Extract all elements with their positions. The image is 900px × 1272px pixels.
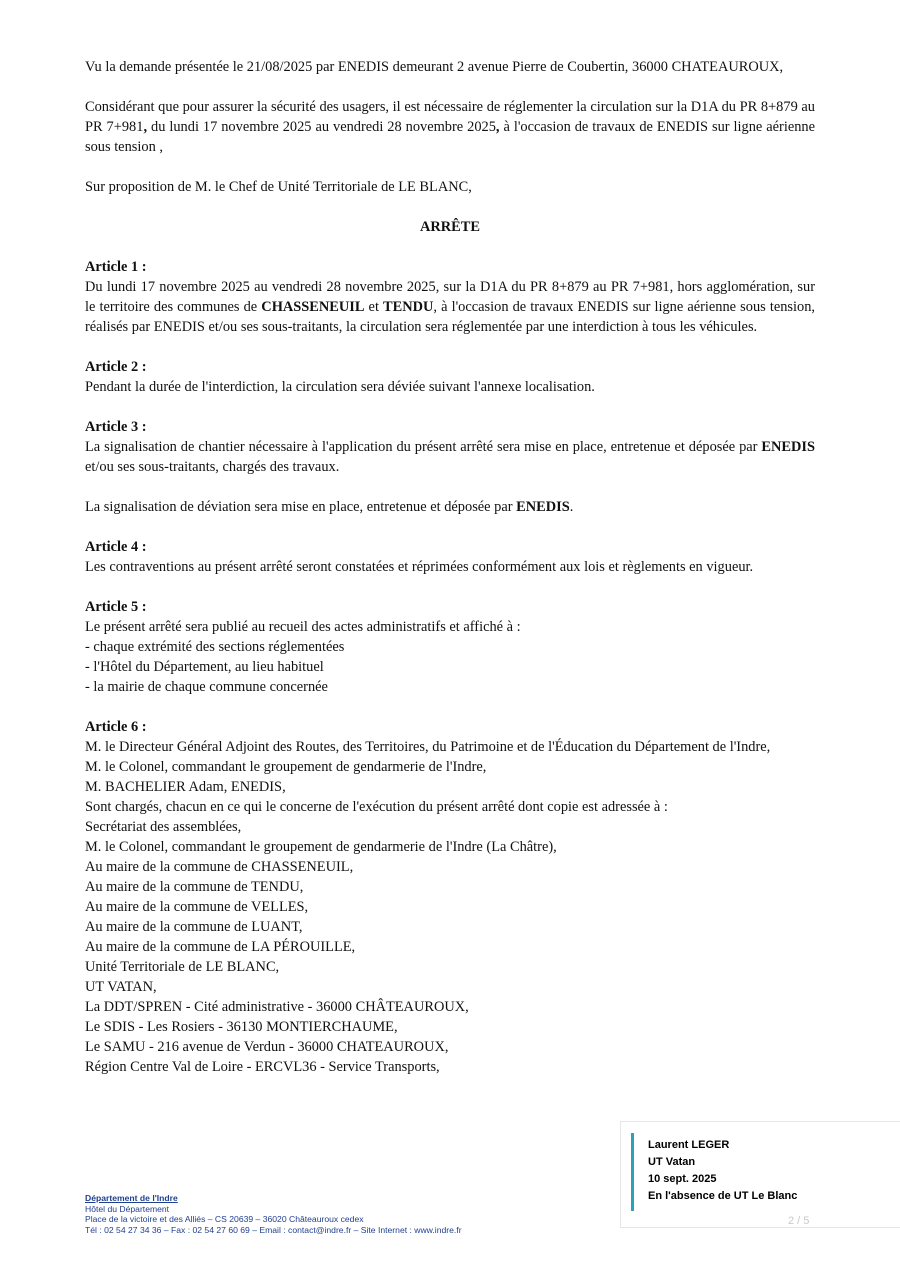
article-6-line: Au maire de la commune de CHASSENEUIL,	[85, 859, 354, 875]
signature-block	[648, 1137, 797, 1205]
footer-hotel: Hôtel du Département	[85, 1203, 170, 1214]
article-6-line: Le SAMU - 216 avenue de Verdun - 36000 CHATEAUROUX,	[85, 1039, 449, 1055]
signature-date: 10 sept. 2025	[648, 1173, 717, 1185]
article-1-title: Article 1 :	[85, 259, 147, 275]
signer-unit: UT Vatan	[648, 1156, 696, 1168]
article-3-title: Article 3 :	[85, 419, 147, 435]
article-6-line: Secrétariat des assemblées,	[85, 819, 242, 835]
enedis-bold-2: ENEDIS	[516, 499, 570, 515]
considerant-text-3: à l'occasion de travaux de ENEDIS sur ligne aérienne sous tension ,	[85, 119, 815, 155]
footer-address: Place de la victoire et des Alliés – CS 20639 – 36020 Châteauroux cedex	[85, 1214, 364, 1224]
considerant-paragraph: Considérant que pour assurer la sécurité des usagers, il est nécessaire de réglementer la circulation sur la D1A du PR 8+879 au PR 7+981, du lundi 17 novembre 2025 au vendredi 28 novembre 2025, à l'occasion de travaux de ENEDIS sur ligne aérienne sous tension ,	[85, 99, 815, 155]
article-3-text-b: et/ou ses sous-traitants, chargés des travaux.	[85, 459, 340, 475]
article-6-line: Au maire de la commune de VELLES,	[85, 899, 309, 915]
article-6-line: M. le Colonel, commandant le groupement de gendarmerie de l'Indre (La Châtre),	[85, 839, 557, 855]
article-5-line: - l'Hôtel du Département, au lieu habituel	[85, 659, 324, 675]
article-1-text-b: , à l'occasion de travaux ENEDIS sur ligne aérienne sous tension, réalisés par ENEDIS et/ou ses sous-traitants, la circulation sera réglementée par une interdiction à tous les véhicules.	[85, 299, 815, 335]
article-2-title: Article 2 :	[85, 359, 147, 375]
article-5-line: Le présent arrêté sera publié au recueil des actes administratifs et affiché à :	[85, 619, 521, 635]
commune-chasseneuil: CHASSENEUIL	[261, 299, 365, 315]
article-6-line: Région Centre Val de Loire - ERCVL36 - Service Transports,	[85, 1059, 440, 1075]
article-3-text-c: La signalisation de déviation sera mise en place, entretenue et déposée par	[85, 499, 517, 515]
article-6-line: M. le Colonel, commandant le groupement de gendarmerie de l'Indre,	[85, 759, 487, 775]
article-5-line: - chaque extrémité des sections réglementées	[85, 639, 345, 655]
article-6-line: Unité Territoriale de LE BLANC,	[85, 959, 280, 975]
article-4-text: Les contraventions au présent arrêté seront constatées et réprimées conformément aux lois et règlements en vigueur.	[85, 559, 754, 575]
considerant-text-1: Considérant que pour assurer la sécurité des usagers, il est nécessaire de réglementer la circulation sur la D1A du PR 8+879 au PR 7+981	[85, 99, 815, 135]
article-6-line: UT VATAN,	[85, 979, 157, 995]
article-1-text	[85, 277, 815, 337]
page-number: 2 / 5	[788, 1215, 810, 1227]
document-body	[85, 57, 815, 1077]
article-6-line: La DDT/SPREN - Cité administrative - 36000 CHÂTEAUROUX,	[85, 999, 469, 1015]
article-6-line: Au maire de la commune de LUANT,	[85, 919, 303, 935]
article-5-title: Article 5 :	[85, 599, 147, 615]
commune-tendu: TENDU	[383, 299, 434, 315]
vu-paragraph: Vu la demande présentée le 21/08/2025 par ENEDIS demeurant 2 avenue Pierre de Coubertin, 36000 CHATEAUROUX,	[85, 59, 784, 75]
footer-dept-link[interactable]: Département de l'Indre	[85, 1193, 178, 1203]
enedis-bold-1: ENEDIS	[761, 439, 815, 455]
article-5-line: - la mairie de chaque commune concernée	[85, 679, 328, 695]
article-1-text-a: Du lundi 17 novembre 2025 au vendredi 28 novembre 2025, sur la D1A du PR 8+879 au PR 7+981, hors agglomération, sur le territoire des communes de	[85, 279, 815, 315]
article-2-text: Pendant la durée de l'interdiction, la circulation sera déviée suivant l'annexe localisation.	[85, 379, 595, 395]
article-4-title: Article 4 :	[85, 539, 147, 555]
proposition-paragraph: Sur proposition de M. le Chef de Unité Territoriale de LE BLANC,	[85, 179, 472, 195]
article-1-et: et	[364, 299, 384, 315]
article-6-title: Article 6 :	[85, 719, 147, 735]
article-3-text-2	[85, 497, 815, 517]
article-3-text-d: .	[569, 499, 574, 515]
article-6-line: Au maire de la commune de LA PÉROUILLE,	[85, 939, 356, 955]
article-3-text-a: La signalisation de chantier nécessaire à l'application du présent arrêté sera mise en place, entretenue et déposée par	[85, 439, 762, 455]
signer-name: Laurent LEGER	[648, 1139, 730, 1151]
article-6-line: Le SDIS - Les Rosiers - 36130 MONTIERCHAUME,	[85, 1019, 398, 1035]
arrete-heading: ARRÊTE	[420, 219, 480, 235]
footer-contact: Tél : 02 54 27 34 36 – Fax : 02 54 27 60 69 – Email : contact@indre.fr – Site Internet : www.indre.fr	[85, 1224, 462, 1235]
footer	[85, 1193, 462, 1235]
article-6-line: M. le Directeur Général Adjoint des Routes, des Territoires, du Patrimoine et de l'Éducation du Département de l'Indre,	[85, 739, 771, 755]
signature-accent-bar	[631, 1133, 634, 1211]
article-3-text-1	[85, 437, 815, 477]
considerant-text-2: du lundi 17 novembre 2025 au vendredi 28 novembre 2025	[147, 119, 496, 135]
article-6-line: M. BACHELIER Adam, ENEDIS,	[85, 779, 286, 795]
signature-absence-note: En l'absence de UT Le Blanc	[648, 1190, 798, 1202]
article-6-line: Sont chargés, chacun en ce qui le concerne de l'exécution du présent arrêté dont copie est adressée à :	[85, 799, 668, 815]
article-6-line: Au maire de la commune de TENDU,	[85, 879, 304, 895]
